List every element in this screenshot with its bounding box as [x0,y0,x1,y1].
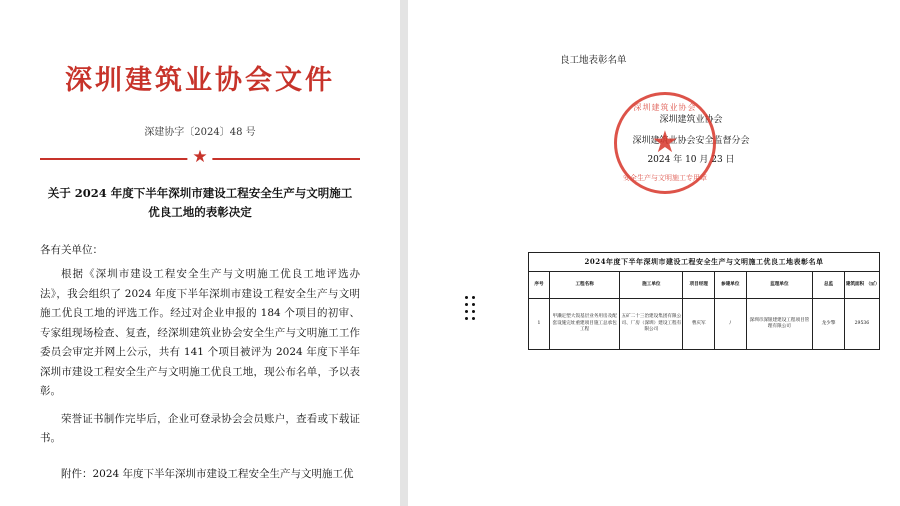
organization-header: 深圳建筑业协会文件 [65,65,335,96]
award-table-container [528,252,880,350]
column-header-chief-supervisor: 总监 [813,272,845,299]
attachment-title: 良工地表彰名单 [560,55,627,66]
cell-supervision-unit: 深圳市深银建建设工程项目管理有限公司 [746,299,813,350]
salutation: 各有关单位： [40,244,103,256]
column-header-supervision-unit: 监理单位 [746,272,813,299]
column-header-project-manager: 项目经理 [683,272,715,299]
column-header-index: 序号 [529,272,550,299]
page-separator [400,0,408,506]
document-title-line-1: 关于 2024 年度下半年深圳市建设工程安全生产与文明施工 [47,186,353,200]
table-row [529,299,880,350]
document-page-1 [0,0,400,506]
column-header-contractor: 施工单位 [620,272,683,299]
body-paragraph-2: 荣誉证书制作完毕后，企业可登录协会会员账户，查看或下载证书。 [40,412,360,444]
column-header-participating-unit: 参建单位 [715,272,747,299]
column-header-project-name: 工程名称 [550,272,620,299]
seal-top-text: 深圳建筑业协会 [633,103,697,112]
issue-date: 2024 年 10 月 23 日 [647,155,735,165]
cell-project-name: 甲濑定塑大饭基层业务用房及配套设施完址重建项目施工总承包工程 [550,299,620,350]
column-header-floor-area: 建筑面积 （㎡） [844,272,879,299]
cell-floor-area: 29536 [844,299,879,350]
cell-contractor: 五矿二十三治建设集团有限公司、厂房（深圳）建设工程有限公司 [620,299,683,350]
table-header-row [529,272,880,299]
award-table [528,252,880,350]
document-title [40,184,360,222]
red-divider [40,147,360,167]
issuer-line-1: 深圳建筑业协会 [659,115,723,125]
issuer-line-2: 深圳建筑业协会安全监督分会 [632,136,750,146]
award-table-caption: 2024年度下半年深圳市建设工程安全生产与文明施工优良工地表彰名单 [528,252,880,271]
official-seal-icon [614,92,716,194]
cell-project-manager: 曹庆军 [683,299,715,350]
star-icon: ★ [187,149,212,166]
seal-bottom-text: 安全生产与文明施工专用章 [623,174,707,182]
document-page-2 [408,0,900,506]
cell-index: 1 [529,299,550,350]
cell-chief-supervisor: 龙少擎 [813,299,845,350]
body-paragraph-1: 根据《深圳市建设工程安全生产与文明施工优良工地评选办法》，我会组织了 2024 年度下半年深圳市建设工程安全生产与文明施工优良工地的评选工作。经过对企业申报的 184 个项目的初审、专家组现场检查、复查，经深圳建筑业协会安全生产与文明施工工作委员会审定并网上公示，共有 141 个项目被评为 2024 年度下半年深圳市建设工程安全生产与文明施工优良工地，现公布名单，予以表彰。 [40,268,360,397]
document-number: 深建协字〔2024〕48 号 [144,127,256,138]
attachment-line: 附件：2024 年度下半年深圳市建设工程安全生产与文明施工优 [61,467,354,480]
document-title-line-2: 优良工地的表彰决定 [148,205,252,219]
cell-participating-unit: / [715,299,747,350]
seal-star-icon: ★ [651,125,679,160]
drag-handle-dots-icon[interactable] [465,296,477,322]
